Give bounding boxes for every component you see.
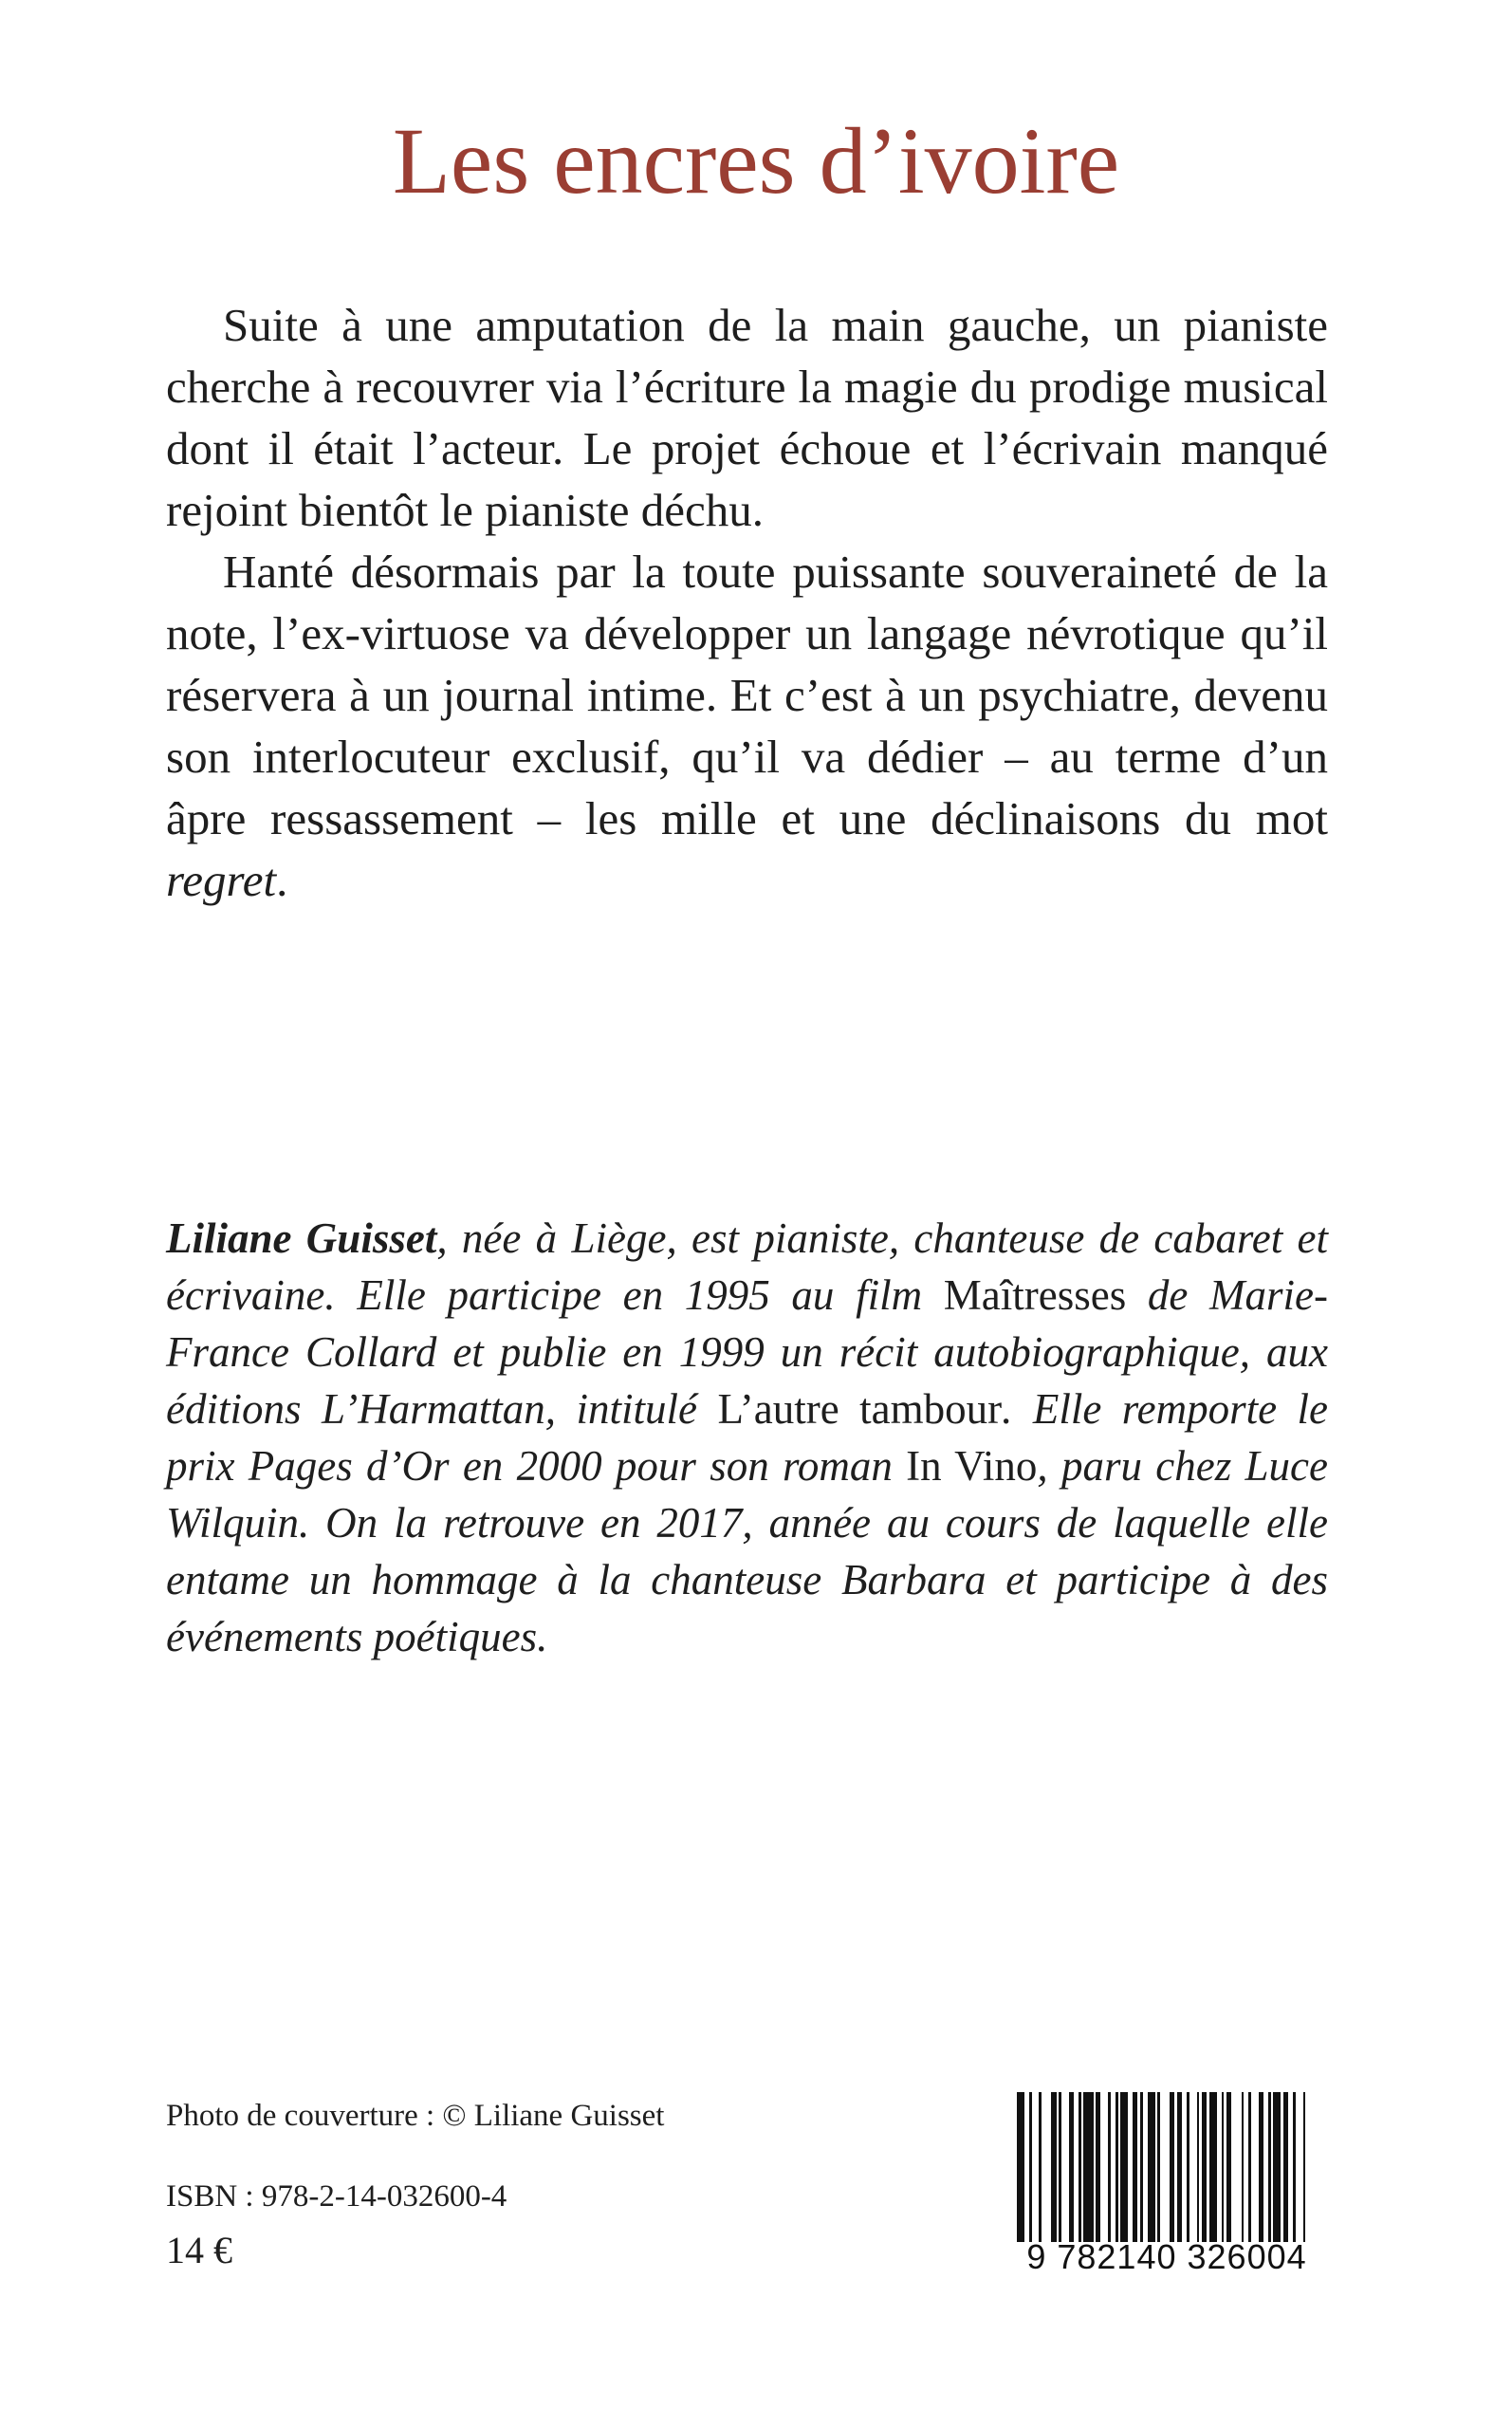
barcode-stripe xyxy=(1187,2092,1189,2242)
barcode-stripe xyxy=(1051,2092,1056,2242)
barcode-stripe xyxy=(1283,2092,1288,2242)
barcode-stripe xyxy=(1209,2092,1217,2242)
book-title: Les encres d’ivoire xyxy=(392,108,1120,213)
barcode-stripe xyxy=(1108,2092,1111,2242)
barcode-stripe xyxy=(1017,2092,1024,2242)
price: 14 € xyxy=(166,2229,232,2271)
isbn: ISBN : 978-2-14-032600-4 xyxy=(166,2179,507,2214)
summary-text: Hanté désormais par la toute puissante souveraineté de la note, l’ex-virtuose va développer un langage névrotique qu’il réservera à un journal intime. Et c’est à un psychiatre, devenu son interlocuteur exclusif, qu’il va dédier – au terme d’un âpre ressassement – les mille et une déclinaisons du mot xyxy=(166,546,1328,844)
barcode-stripe xyxy=(1197,2092,1200,2242)
barcode-digits: 9 782140 326004 xyxy=(1026,2237,1307,2276)
bio-text: , paru chez Luce Wilquin. On la retrouve en 2017, année au cours de laquelle elle entame un hommage à la chanteuse Barbara et participe à des événements poétiques. xyxy=(166,1442,1328,1660)
barcode-stripe xyxy=(1039,2092,1042,2242)
bio-text: . Elle remporte le prix Pages d’Or en 2000 pour son roman xyxy=(166,1385,1328,1490)
barcode-stripe xyxy=(1079,2092,1081,2242)
barcode-stripe xyxy=(1273,2092,1281,2242)
bio-text: de Marie-France Collard et publie en 1999 un récit autobiographique, aux éditions L’Harmattan, intitulé xyxy=(166,1271,1328,1433)
summary-paragraph: Suite à une amputation de la main gauche, un pianiste cherche à recouvrer via l’écriture la magie du prodige musical dont il était l’acteur. Le projet échoue et l’écrivain manqué rejoint bientôt le pianiste déchu. xyxy=(166,299,1328,536)
barcode-stripe xyxy=(1029,2092,1032,2242)
barcode-stripe xyxy=(1157,2092,1160,2242)
barcode-stripe xyxy=(1177,2092,1182,2242)
barcode-stripe xyxy=(1268,2092,1271,2242)
summary-paragraph xyxy=(166,541,1328,911)
barcode-stripe xyxy=(1120,2092,1128,2242)
film-title: Maîtresses xyxy=(943,1271,1127,1319)
barcode-bars xyxy=(1017,2092,1322,2242)
barcode-stripe xyxy=(1293,2092,1296,2242)
barcode-stripe xyxy=(1083,2092,1093,2242)
author-name: Liliane Guisset xyxy=(166,1214,437,1262)
summary-end: . xyxy=(276,854,288,906)
barcode-stripe xyxy=(1140,2092,1143,2242)
barcode-stripe xyxy=(1170,2092,1174,2242)
barcode-stripe xyxy=(1222,2092,1225,2242)
barcode-stripe xyxy=(1116,2092,1118,2242)
barcode-stripe xyxy=(1096,2092,1100,2242)
barcode-stripe xyxy=(1303,2092,1306,2242)
barcode-stripe xyxy=(1202,2092,1207,2242)
barcode-stripe xyxy=(1069,2092,1074,2242)
bio-text: , née à Liège, est pianiste, chanteuse de cabaret et écrivaine. Elle participe en 1995 au film xyxy=(166,1214,1328,1319)
emphasis-word: regret xyxy=(166,854,277,906)
barcode-stripe xyxy=(1148,2092,1155,2242)
barcode-stripe xyxy=(1059,2092,1061,2242)
barcode-stripe xyxy=(1226,2092,1231,2242)
novel-title: In Vino xyxy=(906,1442,1038,1490)
book-reference-title: L’autre tambour xyxy=(717,1385,1003,1433)
barcode-stripe xyxy=(1133,2092,1137,2242)
barcode-stripe xyxy=(1259,2092,1263,2242)
author-biography xyxy=(166,1210,1328,1665)
barcode-stripe xyxy=(1242,2092,1245,2242)
photo-credit: Photo de couverture : © Liliane Guisset xyxy=(166,2099,665,2133)
barcode xyxy=(1005,2092,1328,2282)
book-summary xyxy=(166,294,1328,911)
barcode-stripe xyxy=(1248,2092,1251,2242)
